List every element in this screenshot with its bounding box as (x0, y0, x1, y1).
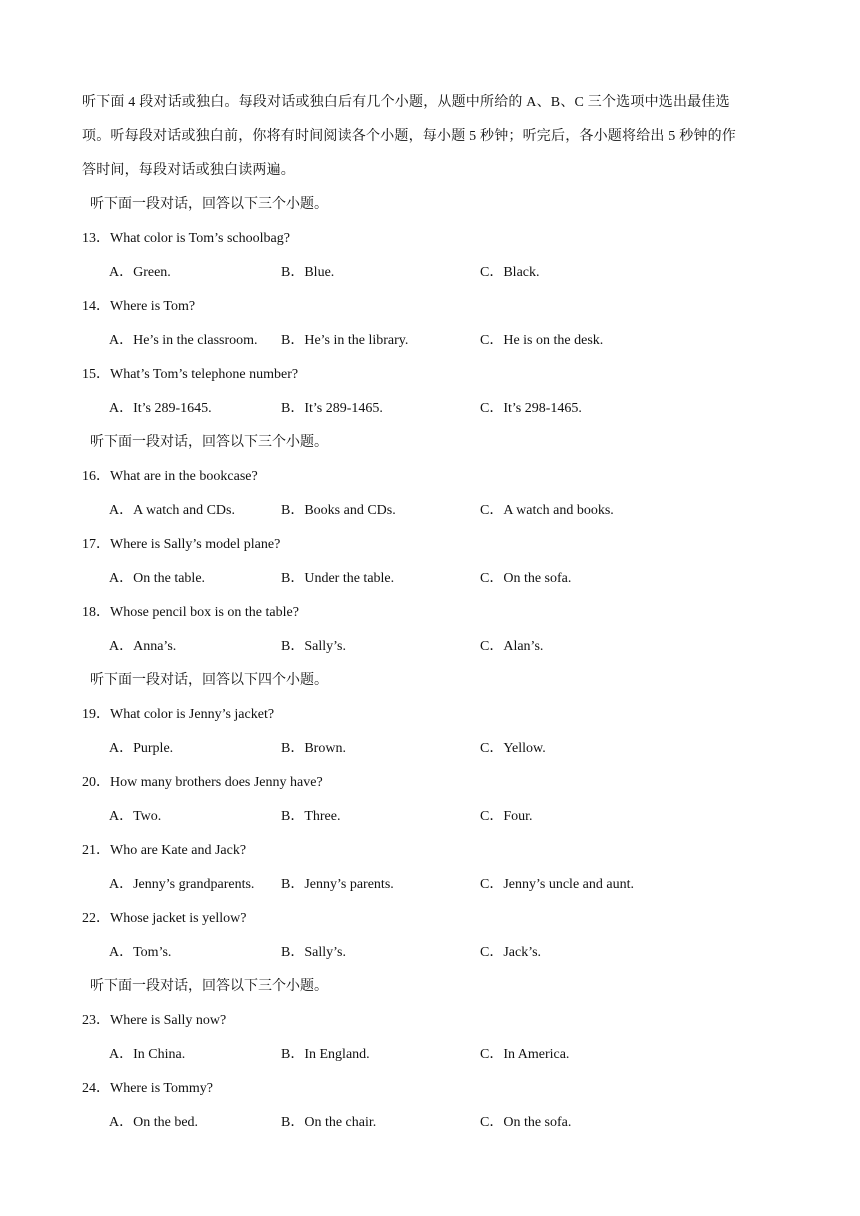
question (82, 528, 782, 562)
option-b: B．Books and CDs. (281, 503, 396, 518)
answer-options (82, 800, 782, 834)
question-number: 14． (82, 299, 110, 314)
question-text: What’s Tom’s telephone number? (110, 367, 299, 382)
option-b: B．He’s in the library. (281, 333, 409, 348)
question (82, 596, 782, 630)
answer-options (82, 494, 782, 528)
question-text: What are in the bookcase? (110, 469, 258, 484)
question (82, 834, 782, 868)
question (82, 358, 782, 392)
option-c: C．A watch and books. (480, 503, 614, 518)
option-c: C．Jack’s. (480, 945, 542, 960)
question-text: Who are Kate and Jack? (110, 843, 247, 858)
question (82, 902, 782, 936)
question-number: 13． (82, 231, 110, 246)
option-c: C．Alan’s. (480, 639, 544, 654)
option-c: C．On the sofa. (480, 571, 572, 586)
option-a: A．Jenny’s grandparents. (109, 877, 255, 892)
answer-options (82, 256, 782, 290)
question-text: Where is Sally now? (110, 1013, 227, 1028)
option-b: B．Blue. (281, 265, 335, 280)
instruction-line: 项。听每段对话或独白前，你将有时间阅读各个小题，每小题 5 秒钟；听完后，各小题将给出 5 秒钟的作 (82, 129, 736, 144)
question-number: 20． (82, 775, 110, 790)
section-heading: 听下面一段对话，回答以下四个小题。 (90, 673, 328, 688)
instruction-line: 听下面 4 段对话或独白。每段对话或独白后有几个小题，从题中所给的 A、B、C 三个选项中选出最佳选 (82, 95, 730, 110)
option-b: B．Sally’s. (281, 639, 346, 654)
question-number: 17． (82, 537, 110, 552)
option-c: C．On the sofa. (480, 1115, 572, 1130)
option-a: A．Anna’s. (109, 639, 177, 654)
answer-options (82, 324, 782, 358)
answer-options (82, 868, 782, 902)
answer-options (82, 732, 782, 766)
option-b: B．On the chair. (281, 1115, 377, 1130)
option-a: A．Tom’s. (109, 945, 172, 960)
section-heading: 听下面一段对话，回答以下三个小题。 (90, 979, 328, 994)
question-number: 19． (82, 707, 110, 722)
option-b: B．It’s 289-1465. (281, 401, 383, 416)
option-b: B．Jenny’s parents. (281, 877, 394, 892)
question-text: Whose pencil box is on the table? (110, 605, 299, 620)
option-a: A．Purple. (109, 741, 174, 756)
option-a: A．It’s 289-1645. (109, 401, 212, 416)
question (82, 460, 782, 494)
option-c: C．It’s 298-1465. (480, 401, 582, 416)
question-text: Whose jacket is yellow? (110, 911, 247, 926)
option-a: A．He’s in the classroom. (109, 333, 258, 348)
question (82, 1072, 782, 1106)
question-text: Where is Tommy? (110, 1081, 213, 1096)
option-c: C．In America. (480, 1047, 570, 1062)
question (82, 1004, 782, 1038)
question-text: What color is Jenny’s jacket? (110, 707, 275, 722)
section-heading: 听下面一段对话，回答以下三个小题。 (90, 435, 328, 450)
option-b: B．Sally’s. (281, 945, 346, 960)
question (82, 290, 782, 324)
question-text: Where is Sally’s model plane? (110, 537, 281, 552)
question (82, 698, 782, 732)
question-number: 24． (82, 1081, 110, 1096)
answer-options (82, 630, 782, 664)
answer-options (82, 1038, 782, 1072)
option-c: C．Black. (480, 265, 540, 280)
option-a: A．A watch and CDs. (109, 503, 235, 518)
question (82, 222, 782, 256)
instruction-line: 答时间，每段对话或独白读两遍。 (82, 163, 295, 178)
question-number: 15． (82, 367, 110, 382)
question (82, 766, 782, 800)
option-c: C．He is on the desk. (480, 333, 604, 348)
answer-options (82, 936, 782, 970)
option-c: C．Four. (480, 809, 533, 824)
answer-options (82, 392, 782, 426)
listening-instructions (82, 86, 782, 188)
option-b: B．Under the table. (281, 571, 395, 586)
question-number: 21． (82, 843, 110, 858)
option-b: B．Three. (281, 809, 341, 824)
question-number: 23． (82, 1013, 110, 1028)
question-number: 18． (82, 605, 110, 620)
question-text: Where is Tom? (110, 299, 196, 314)
option-a: A．On the bed. (109, 1115, 199, 1130)
option-a: A．Green. (109, 265, 171, 280)
exam-page (82, 86, 782, 1140)
section-heading: 听下面一段对话，回答以下三个小题。 (90, 197, 328, 212)
answer-options (82, 562, 782, 596)
option-c: C．Jenny’s uncle and aunt. (480, 877, 634, 892)
question-sections (82, 188, 782, 1140)
option-c: C．Yellow. (480, 741, 546, 756)
option-a: A．In China. (109, 1047, 186, 1062)
question-number: 16． (82, 469, 110, 484)
option-b: B．In England. (281, 1047, 370, 1062)
question-number: 22． (82, 911, 110, 926)
option-a: A．Two. (109, 809, 162, 824)
option-a: A．On the table. (109, 571, 206, 586)
option-b: B．Brown. (281, 741, 346, 756)
answer-options (82, 1106, 782, 1140)
question-text: What color is Tom’s schoolbag? (110, 231, 290, 246)
question-text: How many brothers does Jenny have? (110, 775, 323, 790)
